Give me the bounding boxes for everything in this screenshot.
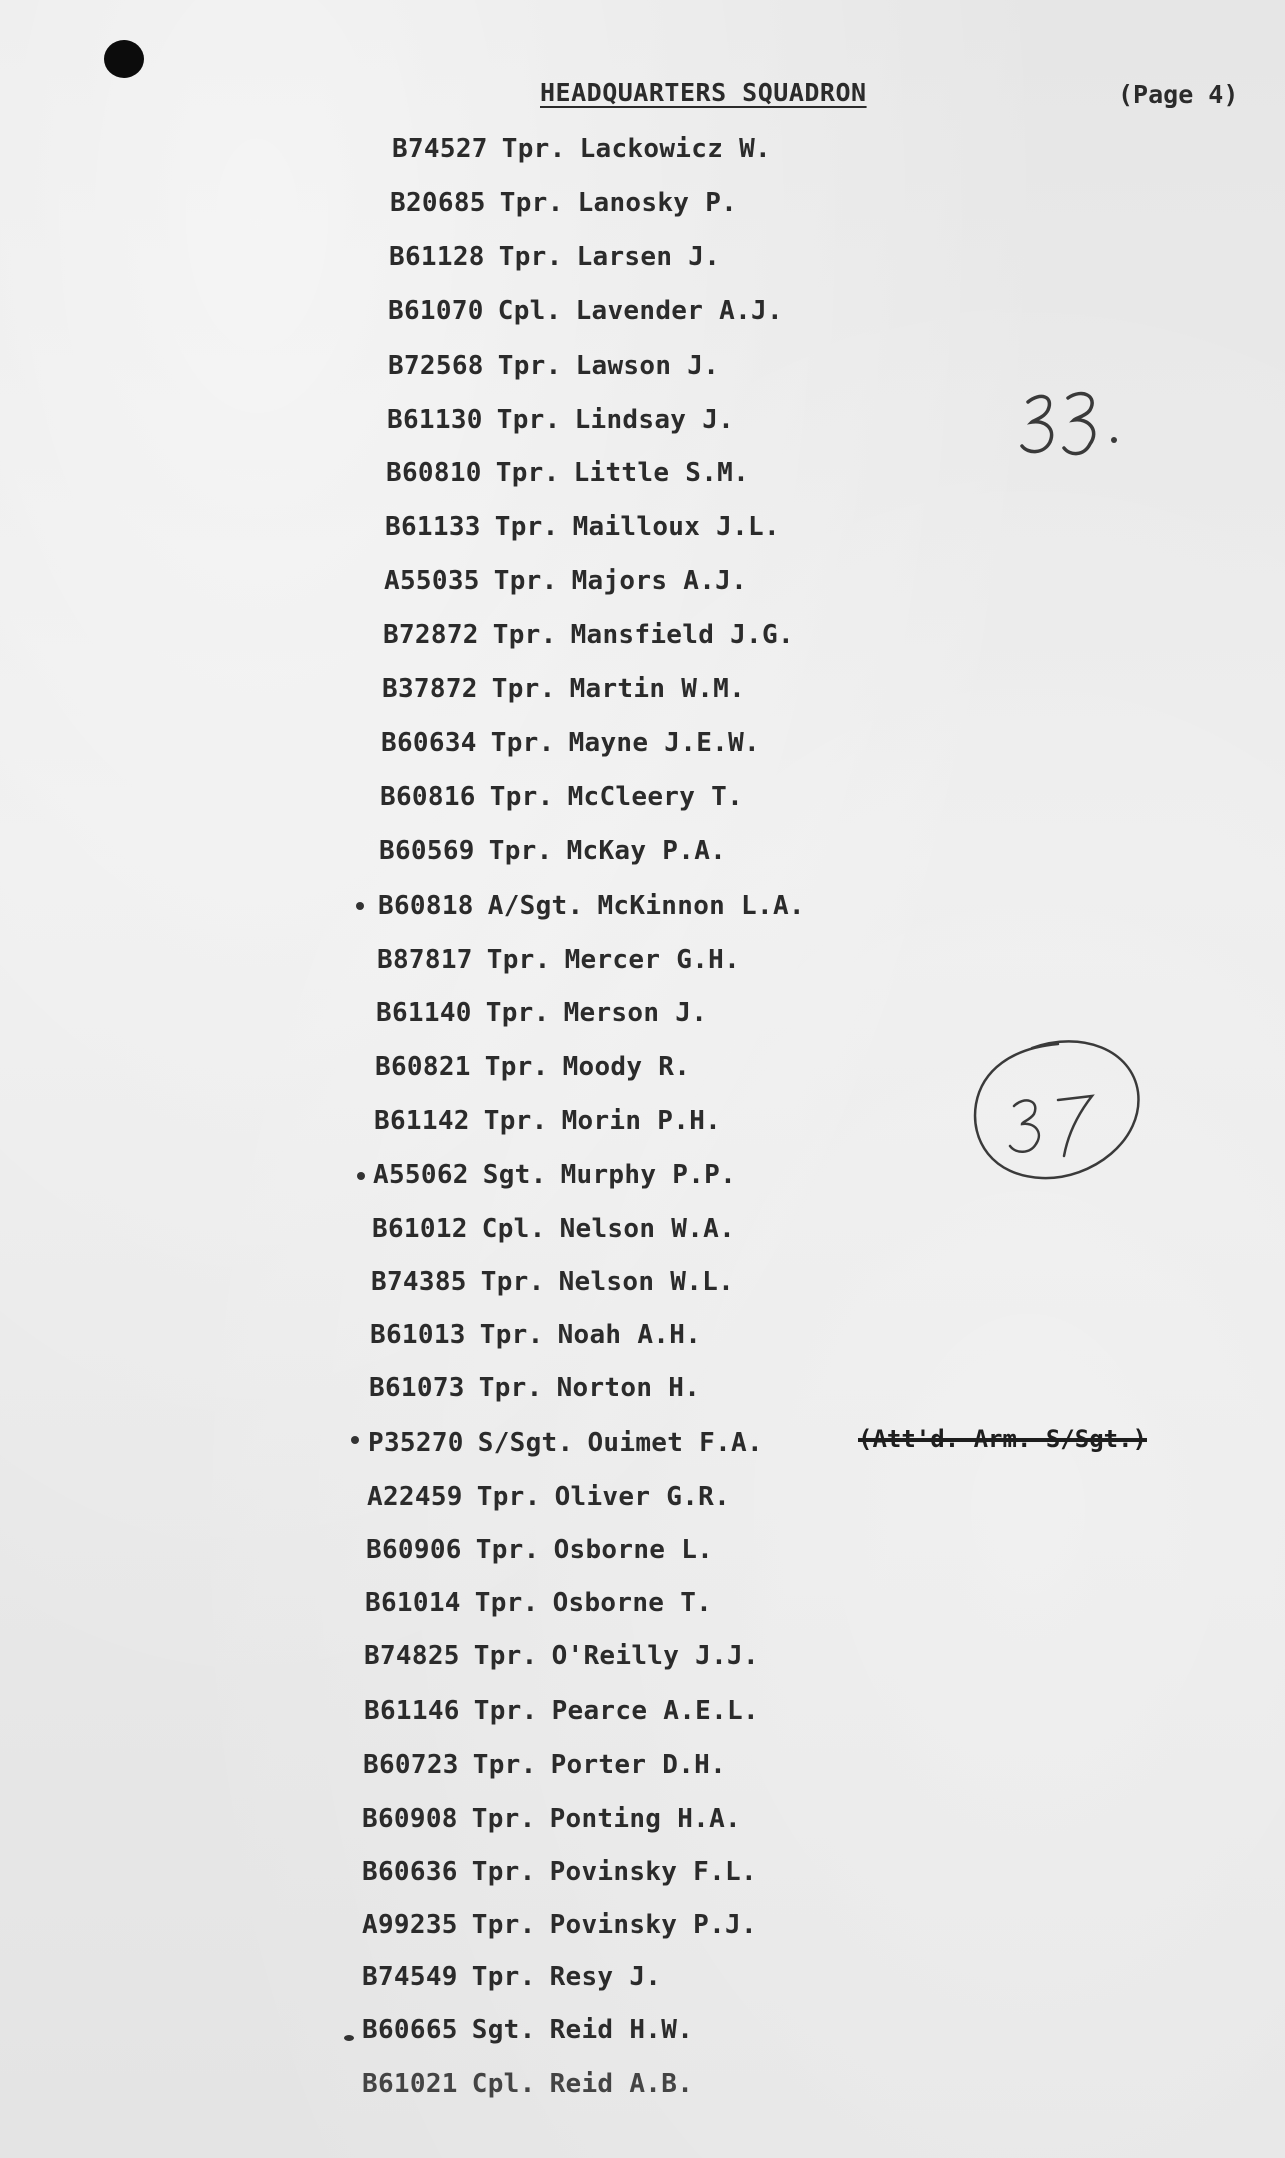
- service-number: B60634: [381, 728, 477, 758]
- rank: Tpr.: [493, 566, 558, 596]
- service-number: B61070: [388, 296, 484, 326]
- member-name: Oliver G.R.: [554, 1482, 731, 1512]
- rank: Cpl.: [471, 2069, 536, 2099]
- rank: Tpr.: [483, 1106, 548, 1136]
- roster-entry: [380, 782, 743, 812]
- service-number: B61128: [389, 242, 485, 272]
- rank: Tpr.: [497, 351, 562, 381]
- roster-entry: [392, 134, 771, 164]
- roster-entry: [364, 1696, 759, 1726]
- member-name: Ouimet F.A.: [587, 1428, 763, 1458]
- roster-entry: [377, 945, 740, 975]
- member-name: Resy J.: [549, 1962, 662, 1992]
- member-name: Mayne J.E.W.: [568, 728, 761, 758]
- service-number: B61142: [374, 1106, 470, 1136]
- rank: Tpr.: [489, 782, 554, 812]
- member-name: Reid H.W.: [549, 2015, 694, 2045]
- service-number: B60569: [379, 836, 475, 866]
- service-number: B74549: [362, 1962, 458, 1992]
- rank: Tpr.: [485, 998, 550, 1028]
- member-name: Nelson W.A.: [559, 1214, 736, 1244]
- member-name: Lawson J.: [575, 351, 720, 381]
- roster-entry: [386, 458, 749, 488]
- roster-entry: [389, 242, 720, 272]
- roster-entry: [368, 1428, 763, 1458]
- service-number: B60906: [366, 1535, 462, 1565]
- service-number: A55035: [384, 566, 480, 596]
- member-name: Mailloux J.L.: [572, 512, 780, 542]
- roster-entry: [388, 351, 719, 381]
- rank: Tpr.: [478, 1373, 543, 1403]
- tick-mark: [356, 902, 364, 910]
- service-number: B60816: [380, 782, 476, 812]
- member-name: Lavender A.J.: [575, 296, 783, 326]
- handwritten-33: [1010, 382, 1130, 472]
- member-name: Nelson W.L.: [558, 1267, 735, 1297]
- member-name: McCleery T.: [567, 782, 744, 812]
- member-name: O'Reilly J.J.: [551, 1641, 759, 1671]
- rank: Tpr.: [501, 134, 566, 164]
- roster-entry: [362, 2069, 693, 2099]
- rank: Tpr.: [471, 1962, 536, 1992]
- service-number: B60636: [362, 1857, 458, 1887]
- service-number: B87817: [377, 945, 473, 975]
- rank: Tpr.: [471, 1857, 536, 1887]
- member-name: Povinsky F.L.: [549, 1857, 757, 1887]
- roster-entry: [385, 512, 780, 542]
- rank: Tpr.: [486, 945, 551, 975]
- member-name: McKinnon L.A.: [597, 891, 805, 921]
- service-number: B61130: [387, 405, 483, 435]
- rank: Tpr.: [494, 512, 559, 542]
- member-name: Martin W.M.: [569, 674, 746, 704]
- member-name: McKay P.A.: [566, 836, 727, 866]
- rank: Tpr.: [474, 1588, 539, 1618]
- rank: Tpr.: [488, 836, 553, 866]
- member-name: Norton H.: [556, 1373, 701, 1403]
- rank: Tpr.: [471, 1910, 536, 1940]
- service-number: B61012: [372, 1214, 468, 1244]
- service-number: B60818: [378, 891, 474, 921]
- roster-entry: [373, 1160, 736, 1190]
- roster-entry: [378, 891, 805, 921]
- service-number: B61073: [369, 1373, 465, 1403]
- member-name: Osborne T.: [552, 1588, 713, 1618]
- roster-entry: [383, 620, 794, 650]
- page-number: (Page 4): [1118, 80, 1239, 109]
- roster-entry: [364, 1641, 759, 1671]
- service-number: B61013: [370, 1320, 466, 1350]
- rank: Tpr.: [472, 1750, 537, 1780]
- service-number: B74385: [371, 1267, 467, 1297]
- roster-entry: [365, 1588, 712, 1618]
- member-name: Osborne L.: [553, 1535, 714, 1565]
- service-number: B60723: [363, 1750, 459, 1780]
- service-number: B37872: [382, 674, 478, 704]
- roster-entry: [362, 2015, 693, 2045]
- rank: A/Sgt.: [487, 891, 584, 921]
- service-number: B61140: [376, 998, 472, 1028]
- service-number: B60821: [375, 1052, 471, 1082]
- rank: Tpr.: [491, 674, 556, 704]
- roster-entry: [382, 674, 745, 704]
- roster-entry: [362, 1962, 661, 1992]
- rank: Tpr.: [479, 1320, 544, 1350]
- rank: Sgt.: [471, 2015, 536, 2045]
- member-name: Majors A.J.: [571, 566, 748, 596]
- member-name: Merson J.: [563, 998, 708, 1028]
- roster-entry: [362, 1910, 757, 1940]
- member-name: Larsen J.: [576, 242, 721, 272]
- rank: S/Sgt.: [477, 1428, 574, 1458]
- rank: Tpr.: [473, 1696, 538, 1726]
- tick-mark: [351, 1436, 359, 1444]
- member-name: Mansfield J.G.: [570, 620, 794, 650]
- rank: Tpr.: [490, 728, 555, 758]
- service-number: B20685: [390, 188, 486, 218]
- tick-mark: [357, 1172, 365, 1180]
- service-number: B61133: [385, 512, 481, 542]
- member-name: Porter D.H.: [550, 1750, 727, 1780]
- roster-entry: [362, 1804, 741, 1834]
- roster-entry: [369, 1373, 700, 1403]
- service-number: B61021: [362, 2069, 458, 2099]
- member-name: Povinsky P.J.: [549, 1910, 757, 1940]
- rank: Tpr.: [499, 188, 564, 218]
- rank: Tpr.: [471, 1804, 536, 1834]
- roster-entry: [372, 1214, 735, 1244]
- rank: Tpr.: [475, 1535, 540, 1565]
- member-name: Morin P.H.: [561, 1106, 722, 1136]
- member-name: Reid A.B.: [549, 2069, 694, 2099]
- roster-entry: [371, 1267, 734, 1297]
- rank: Tpr.: [492, 620, 557, 650]
- roster-entry: [388, 296, 783, 326]
- roster-entry: [366, 1535, 713, 1565]
- service-number: A55062: [373, 1160, 469, 1190]
- roster-entry: [374, 1106, 721, 1136]
- member-name: Little S.M.: [573, 458, 750, 488]
- service-number: B72568: [388, 351, 484, 381]
- roster-entry: [376, 998, 707, 1028]
- roster-entry: [367, 1482, 730, 1512]
- member-name: Pearce A.E.L.: [551, 1696, 759, 1726]
- struck-annotation: (Att'd. Arm. S/Sgt.): [858, 1425, 1147, 1453]
- member-name: Mercer G.H.: [564, 945, 741, 975]
- member-name: Moody R.: [562, 1052, 691, 1082]
- roster-entry: [384, 566, 747, 596]
- member-name: Noah A.H.: [557, 1320, 702, 1350]
- service-number: B61014: [365, 1588, 461, 1618]
- roster-entry: [375, 1052, 690, 1082]
- service-number: A22459: [367, 1482, 463, 1512]
- member-name: Lindsay J.: [574, 405, 735, 435]
- tick-mark: [344, 2035, 354, 2041]
- roster-entry: [387, 405, 734, 435]
- service-number: B72872: [383, 620, 479, 650]
- service-number: B60908: [362, 1804, 458, 1834]
- roster-entry: [390, 188, 737, 218]
- rank: Tpr.: [476, 1482, 541, 1512]
- rank: Tpr.: [495, 458, 560, 488]
- rank: Tpr.: [473, 1641, 538, 1671]
- roster-entry: [379, 836, 726, 866]
- service-number: B61146: [364, 1696, 460, 1726]
- rank: Cpl.: [481, 1214, 546, 1244]
- roster-entry: [370, 1320, 701, 1350]
- member-name: Lackowicz W.: [579, 134, 772, 164]
- roster-entry: [362, 1857, 757, 1887]
- service-number: P35270: [368, 1428, 464, 1458]
- service-number: B60810: [386, 458, 482, 488]
- page-title: HEADQUARTERS SQUADRON: [540, 78, 867, 107]
- member-name: Ponting H.A.: [549, 1804, 742, 1834]
- circled-37: [962, 1030, 1146, 1190]
- service-number: B74527: [392, 134, 488, 164]
- service-number: A99235: [362, 1910, 458, 1940]
- rank: Tpr.: [498, 242, 563, 272]
- rank: Tpr.: [480, 1267, 545, 1297]
- service-number: B74825: [364, 1641, 460, 1671]
- member-name: Lanosky P.: [577, 188, 738, 218]
- rank: Cpl.: [497, 296, 562, 326]
- rank: Tpr.: [496, 405, 561, 435]
- roster-entry: [381, 728, 760, 758]
- rank: Sgt.: [482, 1160, 547, 1190]
- rank: Tpr.: [484, 1052, 549, 1082]
- member-name: Murphy P.P.: [560, 1160, 737, 1190]
- roster-entry: [363, 1750, 726, 1780]
- service-number: B60665: [362, 2015, 458, 2045]
